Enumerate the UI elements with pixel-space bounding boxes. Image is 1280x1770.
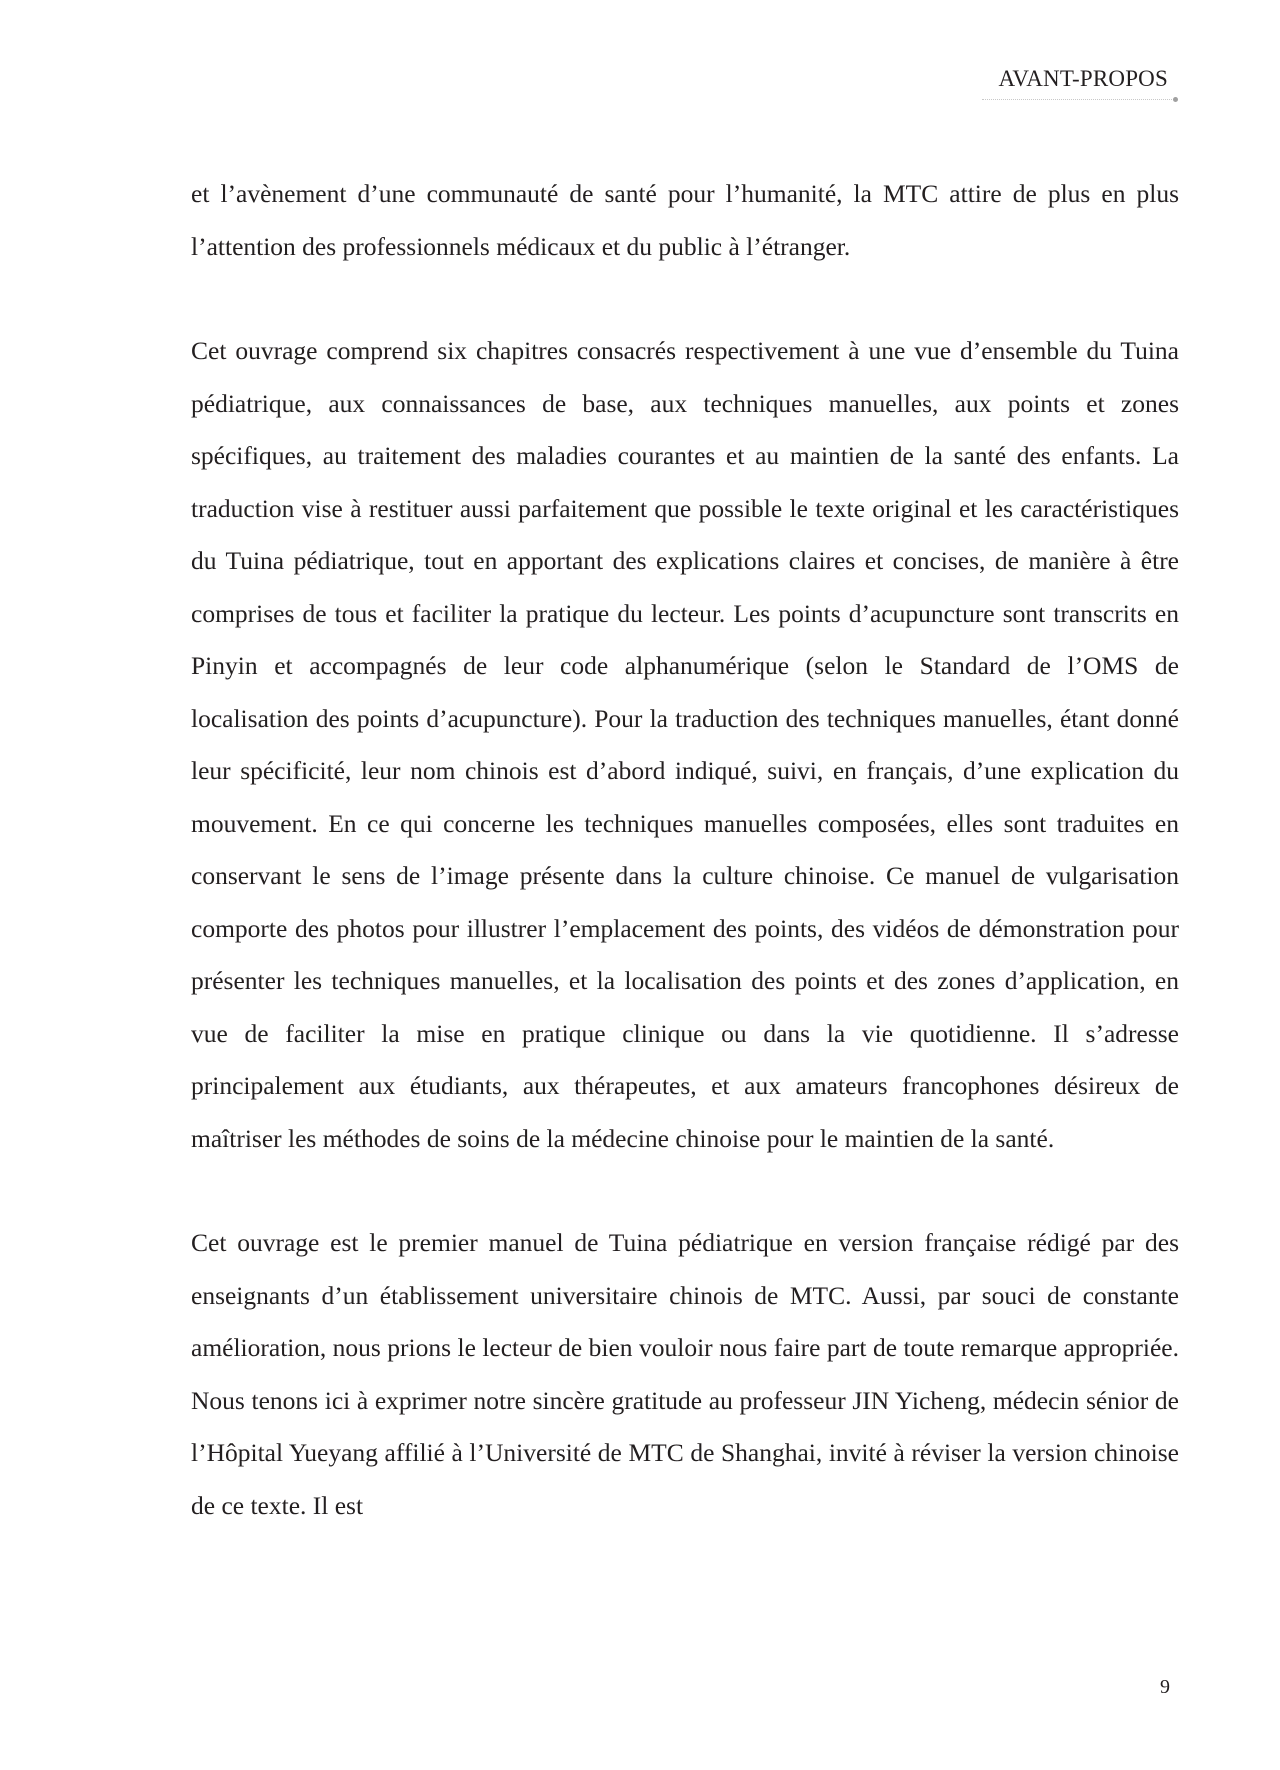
header-divider [982, 99, 1172, 101]
section-title: AVANT-PROPOS [998, 66, 1168, 91]
running-header [972, 64, 1172, 101]
header-dot-ornament [1173, 97, 1178, 102]
paragraph-acknowledgements: Cet ouvrage est le premier manuel de Tuina pédiatrique en version française rédigé par des enseignants d’un établissement universitaire chinois de MTC. Aussi, par souci de constante amélioration, nous prions le lecteur de bien vouloir nous faire part de toute remarque appropriée. Nous tenons ici à exprimer notre sincère gratitude au professeur JIN Yicheng, médecin sénior de l’Hôpital Yueyang affilié à l’Université de MTC de Shanghai, invité à réviser la version chinoise de ce texte. Il est [191, 1228, 1179, 1520]
paragraph-continued: et l’avènement d’une communauté de santé pour l’humanité, la MTC attire de plus en plus l’attention des professionnels médicaux et du public à l’étranger. [191, 179, 1179, 261]
page-number: 9 [1160, 1676, 1170, 1698]
paragraph-book-contents: Cet ouvrage comprend six chapitres consacrés respectivement à une vue d’ensemble du Tuina pédiatrique, aux connaissances de base, aux techniques manuelles, aux points et zones spécifiques, au traitement des maladies courantes et au maintien de la santé des enfants. La traduction vise à restituer aussi parfaitement que possible le texte original et les caractéristiques du Tuina pédiatrique, tout en apportant des explications claires et concises, de manière à être comprises de tous et faciliter la pratique du lecteur. Les points d’acupuncture sont transcrits en Pinyin et accompagnés de leur code alphanumérique (selon le Standard de l’OMS de localisation des points d’acupuncture). Pour la traduction des techniques manuelles, étant donné leur spécificité, leur nom chinois est d’abord indiqué, suivi, en français, d’une explication du mouvement. En ce qui concerne les techniques manuelles composées, elles sont traduites en conservant le sens de l’image présente dans la culture chinoise. Ce manuel de vulgarisation comporte des photos pour illustrer l’emplacement des points, des vidéos de démonstration pour présenter les techniques manuelles, et la localisation des points et des zones d’application, en vue de faciliter la mise en pratique clinique ou dans la vie quotidienne. Il s’adresse principalement aux étudiants, aux thérapeutes, et aux amateurs francophones désireux de maîtriser les méthodes de soins de la médecine chinoise pour le maintien de la santé. [191, 336, 1179, 1153]
page-body [191, 168, 1179, 1532]
